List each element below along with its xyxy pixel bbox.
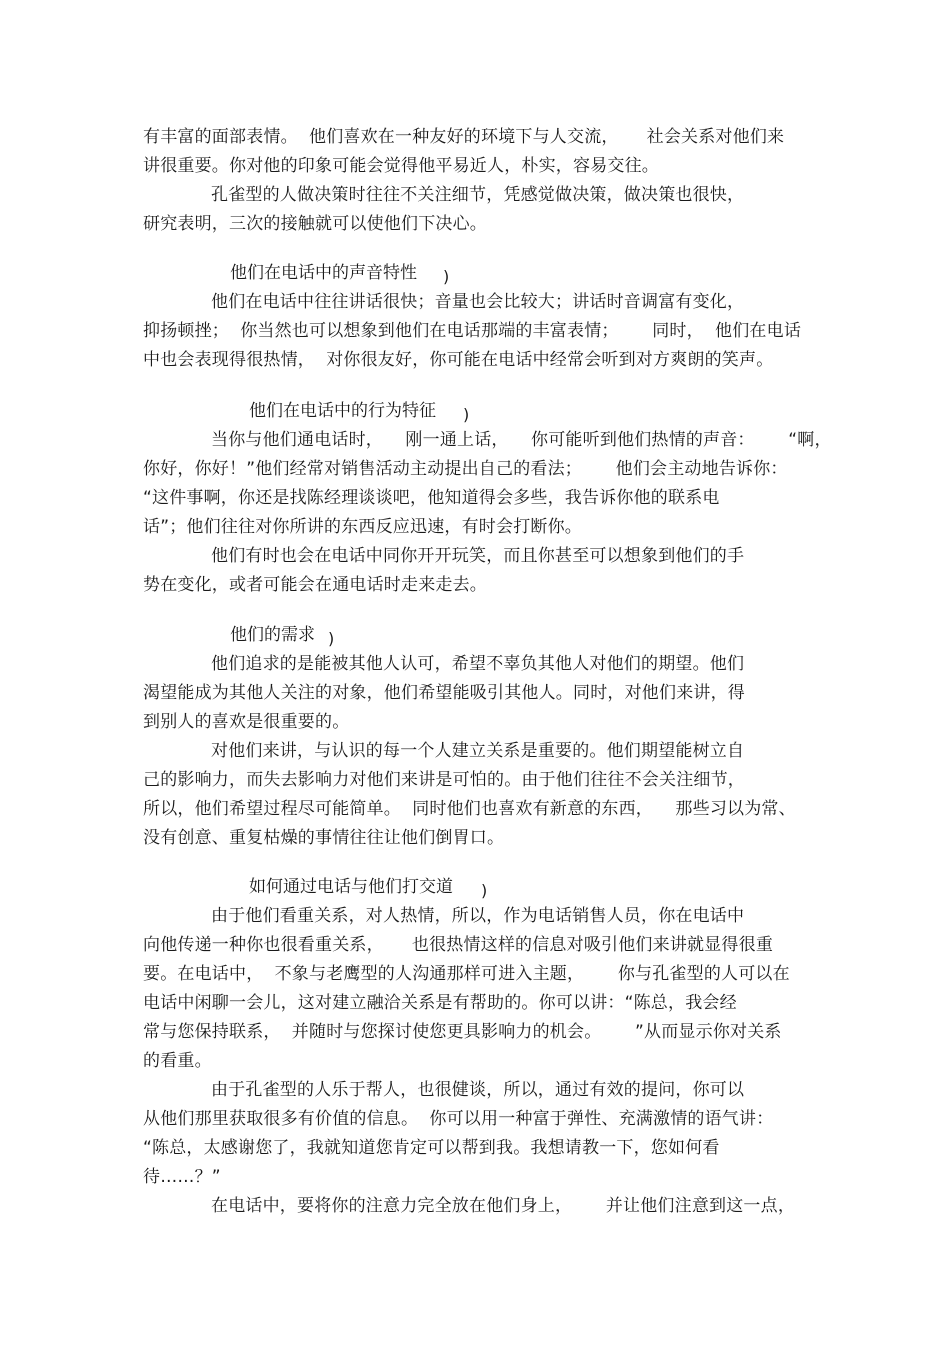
text-line: 中也会表现得很热情， 对你很友好，你可能在电话中经常会听到对方爽朗的笑声。	[143, 350, 774, 370]
heading-paren: )	[463, 405, 470, 424]
text-line: 所以，他们希望过程尽可能简单。 同时他们也喜欢有新意的东西， 那些习以为常、	[143, 799, 796, 819]
text-line: “这件事啊，你还是找陈经理谈谈吧，他知道得会多些，我告诉你他的联系电	[143, 488, 720, 508]
section-heading: 如何通过电话与他们打交道	[249, 877, 453, 897]
text-line: 抑扬顿挫； 你当然也可以想象到他们在电话那端的丰富表情； 同时， 他们在电话	[143, 321, 802, 341]
text-line: 势在变化，或者可能会在通电话时走来走去。	[143, 575, 487, 595]
text-line: 研究表明，三次的接触就可以使他们下决心。	[143, 214, 487, 234]
text-line: 由于他们看重关系，对人热情，所以，作为电话销售人员，你在电话中	[211, 906, 745, 926]
text-line: 他们有时也会在电话中同你开开玩笑，而且你甚至可以想象到他们的手	[211, 546, 745, 566]
text-line: 渴望能成为其他人关注的对象，他们希望能吸引其他人。同时，对他们来讲，得	[143, 683, 745, 703]
section-heading: 他们的需求	[230, 625, 315, 645]
text-line: 要。在电话中， 不象与老鹰型的人沟通那样可进入主题， 你与孔雀型的人可以在	[143, 964, 790, 984]
text-line: 常与您保持联系， 并随时与您探讨使您更具影响力的机会。 ”从而显示你对关系	[143, 1022, 782, 1042]
text-line: 孔雀型的人做决策时往往不关注细节，凭感觉做决策，做决策也很快，	[211, 185, 745, 205]
heading-paren: )	[443, 267, 450, 286]
text-line: 向他传递一种你也很看重关系， 也很热情这样的信息对吸引他们来讲就显得很重	[143, 935, 774, 955]
text-line: 没有创意、重复枯燥的事情往往让他们倒胃口。	[143, 828, 505, 848]
text-line: 待……？”	[143, 1167, 221, 1187]
text-line: 到别人的喜欢是很重要的。	[143, 712, 350, 732]
text-line: 从他们那里获取很多有价值的信息。 你可以用一种富于弹性、充满激情的语气讲：	[143, 1109, 774, 1129]
text-line: 他们追求的是能被其他人认可，希望不辜负其他人对他们的期望。他们	[211, 654, 745, 674]
text-line: 在电话中，要将你的注意力完全放在他们身上， 并让他们注意到这一点，	[211, 1196, 796, 1216]
text-line: 己的影响力，而失去影响力对他们来讲是可怕的。由于他们往往不会关注细节，	[143, 770, 745, 790]
heading-paren: )	[328, 629, 335, 648]
text-line: 的看重。	[143, 1051, 212, 1071]
text-line: 他们在电话中往往讲话很快；音量也会比较大；讲话时音调富有变化，	[211, 292, 745, 312]
text-line: “陈总，太感谢您了，我就知道您肯定可以帮到我。我想请教一下，您如何看	[143, 1138, 720, 1158]
text-line: 有丰富的面部表情。 他们喜欢在一种友好的环境下与人交流， 社会关系对他们来	[143, 127, 785, 147]
text-line: 对他们来讲，与认识的每一个人建立关系是重要的。他们期望能树立自	[211, 741, 745, 761]
text-line: 话”；他们往往对你所讲的东西反应迅速，有时会打断你。	[143, 517, 583, 537]
section-heading: 他们在电话中的行为特征	[249, 401, 436, 421]
text-line: 你好，你好！”他们经常对销售活动主动提出自己的看法； 他们会主动地告诉你：	[143, 459, 788, 479]
section-heading: 他们在电话中的声音特性	[230, 263, 417, 283]
heading-paren: )	[481, 881, 488, 900]
text-line: 讲很重要。你对他的印象可能会觉得他平易近人，朴实，容易交往。	[143, 156, 659, 176]
text-line: 由于孔雀型的人乐于帮人，也很健谈，所以，通过有效的提问，你可以	[211, 1080, 745, 1100]
text-line: 当你与他们通电话时， 刚一通上话， 你可能听到他们热情的声音： “啊，	[211, 430, 832, 450]
text-line: 电话中闲聊一会儿，这对建立融洽关系是有帮助的。你可以讲：“陈总，我会经	[143, 993, 737, 1013]
